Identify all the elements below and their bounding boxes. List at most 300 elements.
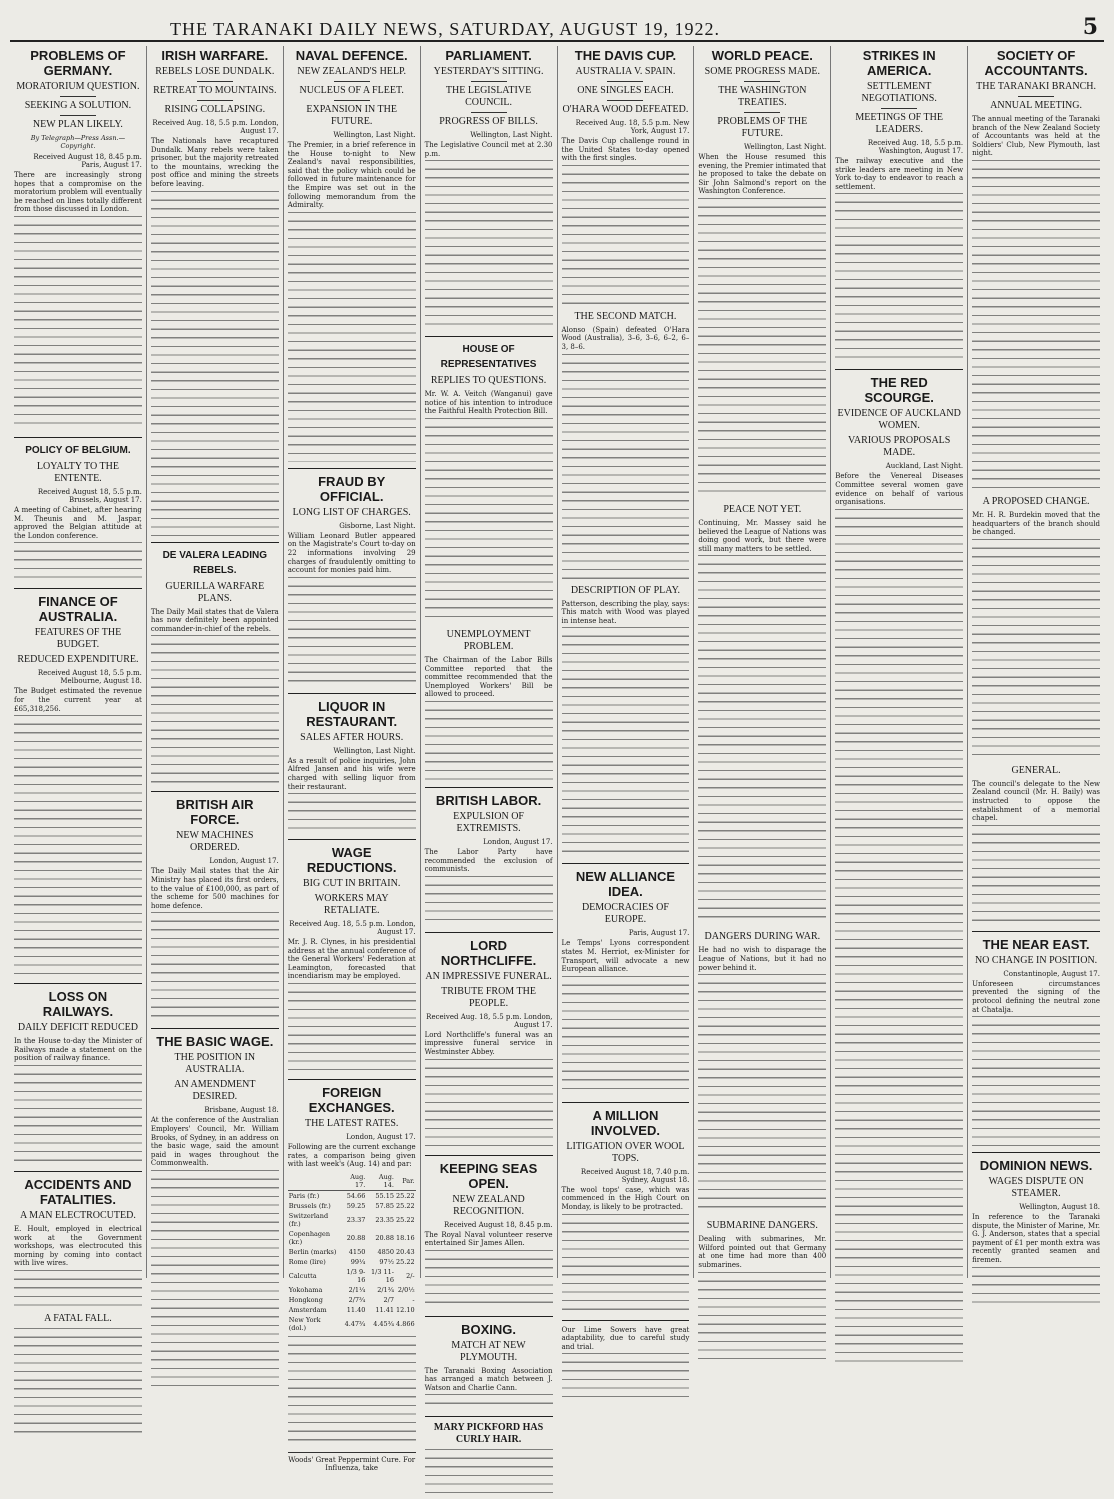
- cell: 20.88: [375, 1233, 394, 1242]
- subheading: DEMOCRACIES OF EUROPE.: [581, 902, 669, 926]
- headline: THE NEAR EAST.: [982, 936, 1090, 952]
- cell: 2/-: [406, 1271, 415, 1280]
- article-text: As a result of police inquiries, John Alfred Jansen and his wife were charged with selling liquor from their restaurant.: [287, 756, 416, 791]
- article-text-lines: [151, 1170, 279, 1390]
- headline: NEW ALLIANCE IDEA.: [575, 869, 676, 900]
- article-text: Le Temps' Lyons correspondent states M. Herriot, ex-Minister for Transport, will advocate a new European alliance.: [561, 939, 690, 974]
- subheading: SEEKING A SOLUTION.: [24, 100, 132, 111]
- article-text: The Davis Cup challenge round in the United States to-day opened with the first singles.: [561, 137, 690, 163]
- article-text-lines: [425, 1449, 553, 1499]
- article-text-lines: [835, 509, 963, 1369]
- article-text-lines: [14, 542, 142, 582]
- subheading: EXPULSION OF EXTREMISTS.: [453, 810, 524, 834]
- article-text: At the conference of the Australian Employers' Council, Mr. William Brooks, of Sydney, in an address on the basic wage, said the amount paid in wages throughout the Commonwealth.: [150, 1116, 279, 1168]
- dateline: Received August 18, 8.45 p.m.: [444, 1220, 553, 1229]
- dateline: Constantinople, August 17.: [1003, 969, 1100, 978]
- article-text-lines: [972, 160, 1100, 490]
- article-text-lines: [698, 555, 826, 925]
- article-text: The wool tops' case, which was commenced in the High Court on Monday, is likely to be protracted.: [561, 1185, 690, 1211]
- cell: 2/0½: [397, 1285, 415, 1294]
- credit-line: By Telegraph—Press Assn.—Copyright.: [30, 134, 126, 150]
- subheading: THE TARANAKI BRANCH.: [976, 81, 1096, 92]
- article-near-east: [972, 937, 1100, 1146]
- headline: IRISH WARFARE.: [161, 48, 269, 63]
- subheading: FEATURES OF THE BUDGET.: [34, 627, 122, 651]
- article-text: Following are the current exchange rates, a comparison being given with last week's (Aug. 14) and par:: [287, 1143, 416, 1169]
- subheading: PROGRESS OF BILLS.: [439, 116, 538, 127]
- cell: Switzerland (fr.): [288, 1211, 329, 1228]
- article-text-lines: [972, 1016, 1100, 1146]
- article-text: He had no wish to disparage the League of Nations, but it had no power behind it.: [698, 946, 827, 972]
- table-row: [288, 1247, 416, 1257]
- article-liquor-in-restaurant: [288, 699, 416, 833]
- table-row: [288, 1305, 416, 1315]
- article-text: The Chairman of the Labor Bills Committee reported that the committee recommended that the Unemployed Workers' Bill be allowed to proceed.: [424, 655, 553, 699]
- article-text: Dealing with submarines, Mr. Wilford pointed out that Germany at one time had more than 400 submarines.: [698, 1235, 827, 1269]
- article-text-lines: [288, 1336, 416, 1446]
- subheading: EXPANSION IN THE FUTURE.: [306, 104, 397, 127]
- subheading: WORKERS MAY RETALIATE.: [314, 893, 389, 917]
- table-row: [288, 1201, 416, 1211]
- article-text-lines: [288, 212, 416, 462]
- subheading: THE WASHINGTON TREATIES.: [718, 85, 807, 108]
- article-unemployment-problem: [425, 629, 553, 781]
- cell: 11.40: [346, 1305, 366, 1314]
- column-4: [421, 46, 558, 1446]
- article-lord-northcliffe: [425, 938, 553, 1149]
- cell: Paris (fr.): [288, 1191, 320, 1200]
- article-text: A meeting of Cabinet, after hearing M. Theunis and M. Jaspar, approved the Belgian attitude at the London conference.: [14, 505, 142, 540]
- cell: 57.85: [375, 1201, 394, 1210]
- headline: PARLIAMENT.: [445, 48, 532, 63]
- headline: THE DAVIS CUP.: [574, 48, 677, 63]
- article-text-lines: [151, 912, 279, 1022]
- cell: Berlin (marks): [288, 1247, 337, 1256]
- article-society-of-accountants: [972, 48, 1100, 490]
- article-submarine-dangers: [698, 1220, 826, 1361]
- subheading: PROBLEMS OF THE FUTURE.: [717, 116, 808, 139]
- article-second-match: [562, 311, 690, 579]
- article-text: The Budget estimated the revenue for the current year at £65,318,256.: [14, 687, 142, 713]
- subheading: DESCRIPTION OF PLAY.: [570, 584, 681, 596]
- dateline: Paris, August 17.: [628, 929, 690, 938]
- headline: THE RED SCOURGE.: [864, 375, 934, 406]
- advertisement: Woods' Great Peppermint Cure. For Influenza, take: [288, 1452, 416, 1472]
- article-problems-of-germany: [14, 48, 142, 431]
- article-text: The annual meeting of the Taranaki branch of the New Zealand Society of Accountants was held at the Soldiers' Club, New Plymouth, last night.: [972, 115, 1100, 158]
- subheading: EVIDENCE OF AUCKLAND WOMEN.: [837, 408, 961, 432]
- subheading: AN AMENDMENT DESIRED.: [174, 1079, 256, 1103]
- article-naval-defence: [288, 48, 416, 462]
- cell: 1/3 11-16: [371, 1267, 394, 1284]
- article-text: The Premier, in a brief reference in the House to-night to New Zealand's naval responsibilities, said that the policy which could be followed in future maintenance for the Empire was set out in the following memorandum from the Admiralty.: [287, 141, 416, 210]
- article-basic-wage: [151, 1034, 279, 1390]
- dateline: Received Aug. 18, 5.5 p.m. London, August 17.: [152, 119, 279, 135]
- article-text-lines: [562, 1214, 690, 1314]
- subheading: SOME PROGRESS MADE.: [704, 66, 820, 77]
- article-general: [972, 765, 1100, 925]
- article-text-lines: [562, 976, 690, 1096]
- dateline: Received Aug. 18, 5.5 p.m. London, August 17.: [289, 920, 416, 937]
- cell: 20.88: [346, 1233, 366, 1242]
- article-text-lines: [288, 983, 416, 1073]
- article-text-lines: [562, 165, 690, 305]
- article-boxing: [425, 1322, 553, 1411]
- subheading: NEW PLAN LIKELY.: [32, 119, 123, 130]
- cell: 25.22: [396, 1201, 415, 1210]
- dateline: Wellington, Last Night.: [470, 131, 553, 139]
- cell: 18.16: [396, 1233, 415, 1242]
- cell: 2/1¾: [377, 1285, 394, 1294]
- article-text-lines: [288, 577, 416, 687]
- dateline: Received Aug. 18, 5.5 p.m. London, August 17.: [426, 1012, 553, 1029]
- article-text-lines: [425, 701, 553, 781]
- subheading: UNEMPLOYMENT PROBLEM.: [446, 628, 531, 652]
- column-7: [831, 46, 968, 1278]
- cell: Brussels (fr.): [288, 1201, 331, 1210]
- dateline: Received August 18, 5.5 p.m. Brussels, August 17.: [37, 487, 142, 504]
- subheading: WAGES DISPUTE ON STEAMER.: [988, 1176, 1084, 1200]
- article-strikes-in-america: [835, 48, 963, 363]
- article-finance-of-australia: [14, 594, 142, 977]
- article-text: The council's delegate to the New Zealand council (Mr. H. Baily) was instructed to oppose the establishment of a memorial chapel.: [972, 779, 1100, 823]
- subheading: NEW MACHINES ORDERED.: [176, 830, 254, 854]
- subheading: A PROPOSED CHANGE.: [982, 495, 1090, 507]
- subheading: DAILY DEFICIT REDUCED: [17, 1022, 138, 1034]
- column-header: [288, 1172, 340, 1191]
- subheading: VARIOUS PROPOSALS MADE.: [848, 435, 951, 459]
- article-peace-not-yet: [698, 504, 826, 925]
- cell: 4150: [348, 1247, 366, 1256]
- column-3: [284, 46, 421, 1472]
- headline: LIQUOR IN RESTAURANT.: [306, 698, 398, 729]
- cell: 4.47¾: [344, 1319, 366, 1328]
- subheading: RISING COLLAPSING.: [164, 104, 266, 115]
- table-row: [288, 1211, 416, 1229]
- article-text: E. Hoult, employed in electrical work at the Government workshops, was electrocuted this morning by coming into contact with live wires.: [14, 1224, 142, 1268]
- article-wage-reductions: [288, 845, 416, 1073]
- article-text-lines: [972, 825, 1100, 925]
- column-2: [147, 46, 284, 1278]
- headline: BOXING.: [461, 1321, 517, 1337]
- article-text: Unforeseen circumstances prevented the signing of the protocol defining the neutral zone at Chatalja.: [972, 979, 1100, 1014]
- article-text: Continuing, Mr. Massey said he believed the League of Nations was doing good work, but there were still many matters to be settled.: [698, 518, 827, 553]
- article-loss-on-railways: [14, 989, 142, 1165]
- subheading: MATCH AT NEW PLYMOUTH.: [451, 1339, 526, 1363]
- cell: Yokohama: [288, 1285, 323, 1294]
- table-row: [288, 1295, 416, 1305]
- article-text-lines: [425, 1394, 553, 1410]
- article-text-lines: [562, 1353, 690, 1403]
- article-text-lines: [151, 191, 279, 536]
- cell: 11.41: [375, 1305, 394, 1314]
- subheading: THE SECOND MATCH.: [574, 310, 677, 322]
- cell: 23.37: [346, 1215, 366, 1224]
- subheading: RETREAT TO MOUNTAINS.: [153, 85, 277, 96]
- subheading: THE LEGISLATIVE COUNCIL.: [445, 85, 532, 108]
- article-text-lines: [14, 1065, 142, 1165]
- article-text-lines: [425, 160, 553, 330]
- article-british-labor: [425, 793, 553, 926]
- dateline: Received August 18, 7.40 p.m. Sydney, August 18.: [580, 1167, 690, 1184]
- subheading: DANGERS DURING WAR.: [704, 931, 821, 943]
- article-red-scourge: [835, 375, 963, 1368]
- article-text-lines: [288, 793, 416, 833]
- dateline: Received Aug. 18, 5.5 p.m. Washington, August 17.: [867, 139, 964, 155]
- column-6: [694, 46, 831, 1278]
- subheading: AUSTRALIA V. SPAIN.: [575, 66, 676, 77]
- cell: 59.25: [346, 1201, 366, 1210]
- dateline: Received August 18, 8.45 p.m. Paris, August 17.: [33, 153, 142, 169]
- dateline: Gisborne, Last Night.: [339, 521, 416, 530]
- dateline: Wellington, August 18.: [1019, 1203, 1100, 1212]
- headline: NAVAL DEFENCE.: [295, 48, 408, 63]
- advertisement-lime-sowers: [562, 1326, 690, 1404]
- article-british-air-force: [151, 797, 279, 1022]
- dateline: Received Aug. 18, 5.5 p.m. New York, August 17.: [575, 119, 690, 135]
- subheading: LOYALTY TO THE ENTENTE.: [36, 460, 119, 484]
- subheading: SETTLEMENT NEGOTIATIONS.: [861, 81, 937, 104]
- cell: 2/7: [383, 1295, 394, 1304]
- column-header: Par.: [395, 1172, 416, 1191]
- cell: 23.35: [375, 1215, 394, 1224]
- headline: FOREIGN EXCHANGES.: [308, 1085, 395, 1116]
- article-text: Before the Venereal Diseases Committee several women gave evidence on behalf of various organisations.: [835, 472, 964, 507]
- cell: Calcutta: [288, 1271, 317, 1280]
- article-text: Lord Northcliffe's funeral was an impressive funeral service in Westminster Abbey.: [424, 1030, 553, 1056]
- article-text-lines: [425, 1059, 553, 1149]
- subheading: O'HARA WOOD DEFEATED.: [562, 104, 689, 115]
- cell: 2/1¼: [348, 1285, 366, 1294]
- article-text: In reference to the Taranaki dispute, the Minister of Marine, Mr. G. J. Anderson, states that a special payment of £1 per month extra was recently granted seamen and firemen.: [972, 1213, 1100, 1265]
- article-text: The Taranaki Boxing Association has arranged a match between J. Watson and Charlie Cann.: [424, 1366, 553, 1392]
- article-text-lines: [972, 539, 1100, 759]
- subheading: REDUCED EXPENDITURE.: [17, 654, 139, 666]
- subheading: A FATAL FALL.: [44, 1312, 112, 1324]
- table-row: [288, 1315, 416, 1333]
- dateline: London, August 17.: [346, 1133, 416, 1142]
- article-keeping-seas-open: [425, 1161, 553, 1310]
- headline: LORD NORTHCLIFFE.: [440, 937, 537, 968]
- article-text-lines: [425, 1250, 553, 1310]
- headline: A MILLION INVOLVED.: [590, 1107, 660, 1138]
- page-number: 5: [1082, 14, 1098, 40]
- table-row: [288, 1285, 416, 1295]
- cell: 12.10: [396, 1305, 415, 1314]
- article-text-lines: [151, 635, 279, 785]
- table-header-row: [288, 1172, 416, 1191]
- article-dominion-news: [972, 1158, 1100, 1307]
- cell: Copenhagen (kr.): [288, 1229, 331, 1246]
- headline: KEEPING SEAS OPEN.: [439, 1160, 538, 1191]
- headline: FRAUD BY OFFICIAL.: [318, 473, 386, 504]
- article-world-peace: [698, 48, 826, 498]
- article-text: Our Lime Sowers have great adaptability, due to careful study and trial.: [561, 1325, 690, 1351]
- subheading: YESTERDAY'S SITTING.: [433, 66, 544, 77]
- headline: SOCIETY OF ACCOUNTANTS.: [984, 48, 1088, 78]
- headline: WAGE REDUCTIONS.: [306, 845, 397, 876]
- article-text: The Daily Mail states that de Valera has now definitely been appointed commander-in-chief of the rebels.: [150, 607, 279, 633]
- article-text: The Daily Mail states that the Air Ministry has placed its first orders, to the value of £100,000, as part of the scheme for 500 machines for home defence.: [150, 867, 279, 910]
- article-text: William Leonard Butler appeared on the Magistrate's Court to-day on 22 informations involving 29 charges of fraudulently omitting to account for monies paid him.: [287, 531, 416, 575]
- dateline: Received August 18, 5.5 p.m. Melbourne, August 18.: [37, 669, 142, 686]
- article-text: Alonso (Spain) defeated O'Hara Wood (Australia), 3–6, 3–6, 6–2, 6–3, 8–6.: [561, 325, 690, 351]
- cell: 4.866: [396, 1319, 415, 1328]
- subheading: ONE SINGLES EACH.: [577, 85, 674, 96]
- article-accidents-and-fatalities: [14, 1177, 142, 1438]
- subheading: REPLIES TO QUESTIONS.: [430, 375, 547, 387]
- article-irish-warfare: [151, 48, 279, 536]
- headline: WORLD PEACE.: [711, 48, 813, 63]
- article-text-lines: [972, 1267, 1100, 1307]
- headline: THE BASIC WAGE.: [156, 1034, 274, 1050]
- article-new-alliance-idea: [562, 869, 690, 1095]
- subheading: SALES AFTER HOURS.: [300, 731, 404, 743]
- article-text: The railway executive and the strike leaders are meeting in New York to-day to endeavor to reach a settlement.: [835, 157, 964, 191]
- article-text: The Nationals have recaptured Dundalk. Many rebels were taken prisoner, but the majority retreated to the mountains, wrecking the post office and mining the streets before leaving.: [150, 137, 279, 188]
- ad-headline: MARY PICKFORD HAS CURLY HAIR.: [433, 1422, 544, 1446]
- columns: [10, 46, 1104, 1472]
- article-davis-cup: [562, 48, 690, 305]
- article-text: Mr. J. R. Clynes, in his presidential address at the annual conference of the General Workers' Federation at Leamington, forecasted that incendiarism may be employed.: [287, 938, 416, 981]
- exchange-rates-table: [288, 1172, 416, 1333]
- subheading: LONG LIST OF CHARGES.: [292, 506, 411, 518]
- article-text-lines: [698, 198, 826, 498]
- article-fraud-by-official: [288, 474, 416, 687]
- subheading: GENERAL.: [1011, 764, 1061, 776]
- article-text-lines: [14, 1270, 142, 1310]
- cell: 97½: [379, 1257, 394, 1266]
- headline: STRIKES IN AMERICA.: [862, 48, 936, 78]
- subheading: MEETINGS OF THE LEADERS.: [855, 112, 943, 135]
- headline: DE VALERA LEADING REBELS.: [162, 549, 268, 576]
- article-parliament: [425, 48, 553, 330]
- article-foreign-exchanges: [288, 1085, 416, 1446]
- article-description-of-play: [562, 585, 690, 858]
- article-text-lines: [14, 216, 142, 431]
- article-text: The Royal Naval volunteer reserve entertained Sir James Allen.: [424, 1230, 553, 1248]
- subheading: BIG CUT IN BRITAIN.: [303, 878, 401, 890]
- article-text-lines: [425, 876, 553, 926]
- article-text: The Legislative Council met at 2.30 p.m.: [424, 141, 553, 158]
- article-text: Patterson, describing the play, says: This match with Wood was played in intense heat.: [561, 599, 690, 625]
- subheading: SUBMARINE DANGERS.: [706, 1220, 818, 1232]
- column-5: [558, 46, 695, 1351]
- column-header: Aug. 17.: [340, 1172, 367, 1191]
- article-a-million-involved: [562, 1108, 690, 1314]
- advertisement-pickford: [425, 1422, 553, 1499]
- headline: BRITISH LABOR.: [435, 792, 542, 808]
- cell: Amsterdam: [288, 1305, 327, 1314]
- subheading: NO CHANGE IN POSITION.: [974, 954, 1098, 966]
- subheading: TRIBUTE FROM THE PEOPLE.: [441, 985, 536, 1009]
- article-text-lines: [425, 418, 553, 623]
- column-header: Aug. 14.: [366, 1172, 395, 1191]
- article-proposed-change: [972, 496, 1100, 759]
- subheading: NEW ZEALAND RECOGNITION.: [452, 1193, 525, 1217]
- cell: 99¼: [350, 1257, 366, 1266]
- article-policy-of-belgium: [14, 443, 142, 582]
- column-1: [10, 46, 147, 1324]
- headline: BRITISH AIR FORCE.: [176, 797, 254, 828]
- article-text-lines: [698, 974, 826, 1214]
- subheading: NUCLEUS OF A FLEET.: [299, 85, 404, 96]
- dateline: Wellington, Last Night.: [743, 143, 827, 151]
- headline: FINANCE OF AUSTRALIA.: [38, 594, 118, 625]
- cell: 4.45¾: [373, 1319, 394, 1328]
- article-text: In the House to-day the Minister of Railways made a statement on the position of railway finance.: [14, 1037, 142, 1063]
- article-text-lines: [562, 627, 690, 857]
- dateline: Auckland, Last Night.: [885, 462, 964, 471]
- table-row: [288, 1229, 416, 1247]
- article-dangers-during-war: [698, 931, 826, 1214]
- subheading: PEACE NOT YET.: [723, 503, 802, 515]
- cell: New York (dol.): [288, 1315, 321, 1332]
- headline: LOSS ON RAILWAYS.: [42, 989, 114, 1020]
- article-text: When the House resumed this evening, the Premier intimated that he proposed to take the debate on Sir John Salmond's report on the Washington Conference.: [698, 153, 827, 196]
- dateline: London, August 17.: [209, 857, 279, 866]
- subheading: AN IMPRESSIVE FUNERAL.: [425, 970, 552, 982]
- cell: 54.66: [346, 1191, 366, 1200]
- subheading: MORATORIUM QUESTION.: [16, 81, 140, 92]
- article-text: Mr. H. R. Burdekin moved that the headquarters of the branch should be changed.: [972, 510, 1100, 537]
- cell: 4850: [377, 1247, 394, 1256]
- cell: 1/3 9-16: [346, 1267, 366, 1284]
- article-de-valera: [151, 548, 279, 786]
- table-row: [288, 1190, 416, 1201]
- article-text-lines: [562, 354, 690, 579]
- table-row: [288, 1257, 416, 1267]
- masthead-title: THE TARANAKI DAILY NEWS, SATURDAY, AUGUST 19, 1922.: [170, 19, 720, 39]
- subheading: THE LATEST RATES.: [304, 1118, 399, 1130]
- article-text-lines: [14, 1328, 142, 1438]
- cell: 25.22: [396, 1215, 415, 1224]
- cell: 55.15: [375, 1191, 394, 1200]
- subheading: ANNUAL MEETING.: [990, 100, 1082, 111]
- subheading: REBELS LOSE DUNDALK.: [155, 66, 275, 77]
- headline: DOMINION NEWS.: [979, 1158, 1093, 1174]
- article-house-of-representatives: [425, 342, 553, 623]
- dateline: Wellington, Last Night.: [333, 746, 416, 755]
- cell: 2/7¾: [348, 1295, 366, 1304]
- article-text: There are increasingly strong hopes that a compromise on the moratorium problem will eventually be reached on lines totally different from those discussed in London.: [14, 171, 142, 214]
- dateline: Brisbane, August 18.: [204, 1106, 279, 1115]
- headline: POLICY OF BELGIUM.: [25, 444, 131, 456]
- masthead: [10, 6, 1104, 42]
- cell: 25.22: [396, 1191, 415, 1200]
- subheading: LITIGATION OVER WOOL TOPS.: [566, 1140, 685, 1164]
- cell: Hongkong: [288, 1295, 323, 1304]
- subheading: THE POSITION IN AUSTRALIA.: [174, 1052, 256, 1076]
- subheading: GUERILLA WARFARE PLANS.: [165, 580, 265, 604]
- column-8: [968, 46, 1104, 1278]
- article-text: Mr. W. A. Veitch (Wanganui) gave notice of his intention to introduce the Faithful Health Protection Bill.: [424, 390, 553, 416]
- headline: PROBLEMS OF GERMANY.: [30, 48, 126, 78]
- cell: Rome (lire): [288, 1257, 326, 1266]
- cell: -: [412, 1295, 415, 1304]
- subheading: A MAN ELECTROCUTED.: [20, 1209, 136, 1221]
- subheading: NEW ZEALAND'S HELP.: [297, 66, 406, 77]
- cell: 20.43: [396, 1247, 415, 1256]
- table-row: [288, 1267, 416, 1285]
- article-text: The Labor Party have recommended the exclusion of communists.: [424, 847, 553, 874]
- article-text-lines: [14, 715, 142, 977]
- dateline: Wellington, Last Night.: [333, 131, 416, 139]
- headline: HOUSE OF REPRESENTATIVES: [440, 344, 537, 371]
- article-text-lines: [698, 1272, 826, 1362]
- dateline: London, August 17.: [483, 837, 553, 846]
- article-text-lines: [835, 193, 963, 363]
